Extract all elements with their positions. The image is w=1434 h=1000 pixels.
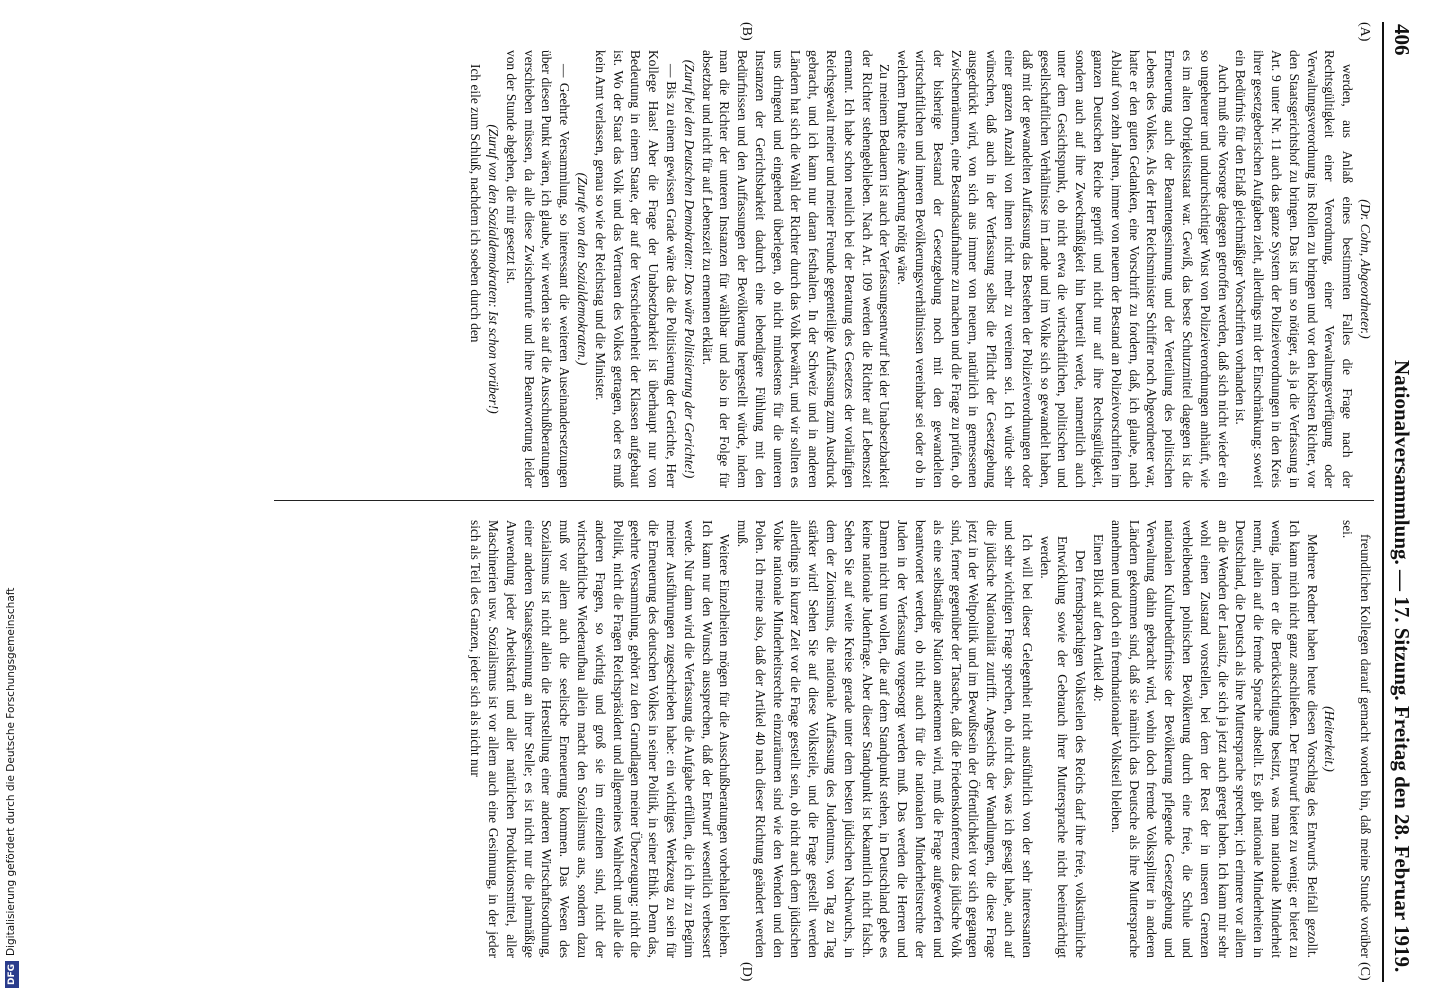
footer-text: Digitalisierung gefördert durch die Deutsche Forschungsgemeinschaft bbox=[5, 587, 17, 956]
margin-marker-d: (D) bbox=[739, 962, 754, 982]
interjection: (Zuruf von den Sozialdemokraten: Ist schon vorüber!) bbox=[485, 124, 501, 414]
paragraph: — Geehrte Versammlung, so interessant die weiteren Auseinandersetzungen über diesen Punkt wären, ich glaube, wir werden sie auf die Ausschußberatungen verschieben müssen, da alle diese Zwischenrufe und ihre Beantwortung leider von der Stunde abgehen, die mir gesetzt ist. bbox=[503, 50, 573, 488]
paragraph: Ich eile zum Schluß, nachdem ich soeben durch den bbox=[468, 64, 484, 343]
header-rule bbox=[1382, 22, 1384, 982]
interjection: (Zurufe von den Sozialdemokraten.) bbox=[574, 172, 590, 366]
paragraph: Zu meinem Bedauern ist auch der Verfassungsentwurf bei der Unabsetzbarkeit der Richter stehengeblieben. Nach Art. 109 werden die Richter auf Lebenszeit ernannt. Ich habe schon neulich bei der Beratung des Gesetzes der vorläufigen Reichsgewalt meiner und meiner Freunde gegenteilige Auffassung zum Ausdruck gebracht, und ich kann nur daran festhalten. In der Schweiz und in anderen Ländern hat sich die Wahl der Richter durch das Volk bewährt, und wir sollten es uns dringend und eingehend überlegen, ob nicht mindestens für die unteren Instanzen der Gerichtsbarkeit dadurch eine lebendigere Fühlung mit den Bedürfnissen und den Auffassungen der Bevölkerung hergestellt würde, indem man die Richter der unteren Instanzen für wählbar und also in der Folge für absetzbar und nicht für auf Lebenszeit zu ernennen erklärt. bbox=[699, 50, 893, 488]
running-title: Nationalversammlung. — 17. Sitzung. Freitag den 28. Februar 1919. bbox=[1390, 360, 1414, 973]
margin-marker-b: (B) bbox=[739, 22, 754, 41]
quoted-article: Den fremdsprachigen Volksteilen des Reichs darf ihre freie, volkstümliche Entwicklung sowie der Gebrauch ihrer Muttersprache nicht beeinträchtigt werden. bbox=[1037, 536, 1089, 958]
speaker-line: (Dr. Cohn, Abgeordneter.) bbox=[1358, 199, 1373, 339]
left-text-column bbox=[274, 50, 1374, 488]
interjection: (Heiterkeit.) bbox=[1322, 706, 1338, 772]
paragraph: Mehrere Redner haben heute diesen Vorschlag des Entwurfs Beifall gezollt. Ich kann mich nicht ganz anschließen. Der Entwurf bietet zu wenig; er bietet zu wenig, indem er die Berücksichtigung besitzt, was man nationale Minderheit nennt, allein auf die fremde Sprache abstellt. Es gibt nationale Minderheiten in Deutschland, die Deutsch als ihre Muttersprache sprechen; ich erinnere vor allem an die Wenden der Lausitz, die sich ja jetzt auch geregt haben. Ich kann mir sehr wohl einen Zustand vorstellen, bei dem der Rest der in unseren Grenzen verbleibenden polnischen Bevölkerung durch eine freie, die Schule und nationalen Kulturbedürfnisse der Bevölkerung pflegende Gesetzgebung und Verwaltung dahin gebracht wird, wohin doch fremde Volkssplitter in anderen Ländern gekommen sind, daß sie nämlich das Deutsche als ihre Muttersprache annehmen und doch ein fremdnationaler Volksteil bleiben. bbox=[1108, 520, 1320, 958]
paragraph: Ich will bei dieser Gelegenheit nicht ausführlich von der sehr interessanten und sehr wichtigen Frage sprechen, ob nicht das, was ich gesagt habe, auch auf die jüdische Nationalität zutrifft. Angesichts der Wandlungen, die diese Frage jetzt in der Weltpolitik und im Bewußtsein der Öffentlichkeit vor sich gegangen sind, ferner gegenüber der Tatsache, daß die Friedenskonferenz das jüdische Volk als eine selbständige Nation anerkennen wird, muß die Frage aufgeworfen und beantwortet werden, ob nicht auch für die nationalen Minderheitsrechte der Juden in der Verfassung vorgesorgt werden muß. Das werden die Herren und Damen nicht tun wollen, die auf dem Standpunkt stehen, in Deutschland gebe es keine nationale Judenfrage. Aber dieser Standpunkt ist bekanntlich nicht falsch. Sehen Sie auf weite Kreise gerade unter dem besten jüdischen Nachwuchs, in dem der Zionismus, die nationale Auffassung des Judentums, von Tag zu Tag stärker wird! Sehen Sie auf diese Volksteile, und die Frage gestellt werden allerdings in kurzer Zeit vor die Frage gestellt sein, ob nicht auch dem jüdischen Volke nationale Minderheitsrechte einzuräumen sind wie den Wenden und den Polen. Ich meine also, daß der Artikel 40 nach dieser Richtung geändert werden muß. bbox=[735, 520, 1035, 958]
dfg-footer bbox=[2, 0, 20, 1000]
page-number: 406 bbox=[1390, 24, 1414, 56]
column-divider bbox=[274, 500, 1374, 501]
paragraph: — Bis zu einem gewissen Grade wäre das die Politisierung der Gerichte, Herr Kollege Haas! Aber die Frage der Unabsetzbarkeit ist überhaupt nur von Bedeutung in einem Staate, der auf der Verschiedenheit der Klassen aufgebaut ist. Wo der Staat das Volk und das Vertrauen des Volkes getragen, oder es muß kein Amt verlassen, genau so wie der Reichstag und die Minister. bbox=[592, 50, 679, 488]
paragraph: freundlichen Kollegen darauf gemacht worden bin, daß meine Stunde vorüber sei. bbox=[1340, 520, 1373, 958]
interjection: (Zuruf bei den Deutschen Demokraten: Das wäre Politisierung der Gerichte!) bbox=[681, 59, 697, 479]
paragraph: Weitere Einzelheiten mögen für die Ausschußberatungen vorbehalten bleiben. Ich kann nur den Wunsch aussprechen, daß der Entwurf wesentlich verbessert werde. Nur dann wird die Verfassung die Aufgabe erfüllen, die ich ihr zu Beginn meiner Ausführungen zugeschrieben habe: ein wichtiges Werkzeug zu sein für die Erneuerung des deutschen Volkes in seiner Politik, in seiner Ethik. Denn das, geehrte Versammlung, gehört zu den Grundlagen meiner Überzeugung: nicht die Politik, nicht die Fragen Reichspräsident und allgemeines Wahlrecht und alle die anderen Fragen, so wichtig und groß sie im einzelnen sind, nicht der wirtschaftliche Wiederaufbau allein macht den Sozialismus aus, sondern dazu muß vor allem auch die seelische Erneuerung kommen. Das Wesen des Sozialismus ist nicht allein die Herstellung einer anderen Wirtschaftsordnung, einer anderen Staatsgesinnung an ihrer Stelle; es ist nicht nur die planmäßige Anwendung jeder Arbeitskraft und aller natürlichen Produktionsmittel, aller Maschinerien usw. Sozialismus ist vor allem auch eine Gesinnung, in der jeder sich als Teil des Ganzen, jeder sich als nicht nur bbox=[468, 520, 733, 958]
paragraph: Einen Blick auf den Artikel 40: bbox=[1091, 534, 1107, 702]
dfg-logo: DFG bbox=[5, 961, 19, 988]
paragraph: Auch muß eine Vorsorge dagegen getroffen werden, daß sich nicht wieder ein so ungeheurer und undurchsichtiger Wust von Polizeiverordnungen anhäuft, wie es im alten Obrigkeitsstaat war. Gewiß, das beste Schutzmittel dagegen ist die Erneuerung auch der Beamtengesinnung und der Verteilung des politischen Lebens des Volkes. Als der Herr Reichsminister Schiffer noch Abgeordneter war, hatte er den guten Gedanken, eine Vorschrift zu fordern, daß, ich glaube, nach Ablauf von zehn Jahren, immer von neuem der Bestand an Polizeivorschriften im ganzen Deutschen Reiche geprüft und nicht nur auf ihre Rechtsgültigkeit, sondern auch auf ihre Zweckmäßigkeit hin beurteilt werde, namentlich auch unter dem Gesichtspunkt, ob nicht etwa die wirtschaftlichen, politischen und gesellschaftlichen Verhältnisse im Lande und im Volke sich so gewandelt haben, daß mit der gewandelten Auffassung das Bestehen der Polizeiverordnungen oder einer ganzen Anzahl von ihnen nicht mehr zu vereinen sei. Ich würde sehr wünschen, daß auch in der Verfassung selbst die Pflicht der Gesetzgebung ausgedrückt wird, von sich aus immer von neuem, natürlich in gemessenen Zwischenräumen, eine Bestandsaufnahme zu machen und die Frage zu prüfen, ob der bisherige Bestand der Gesetzgebung noch mit den gewandelten wirtschaftlichen und inneren Bevölkerungsverhältnissen vereinbar sei oder ob in welchem Punkte eine Änderung nötig wäre. bbox=[895, 50, 1231, 488]
page-header bbox=[1380, 0, 1414, 1000]
margin-marker-c: (C) bbox=[1357, 962, 1372, 981]
margin-marker-a: (A) bbox=[1357, 22, 1372, 42]
paragraph: werden, aus Anlaß eines bestimmten Falles die Frage nach der Rechtsgültigkeit einer Verordnung, einer Verwaltungsverfügung oder Verwaltungsverordnung ins Rollen zu bringen und vor den höchsten Richter, vor den Staatsgerichtshof zu bringen. Das ist um so nötiger, als ja die Verfassung in Art. 9 unter Nr. 11 auch das ganze System der Polizeiverordnungen in den Kreis ihrer gesetzgeberischen Aufgaben zieht, allerdings mit der Einschränkung: soweit ein Bedürfnis für den Erlaß gleichmäßiger Vorschriften vorhanden ist. bbox=[1233, 50, 1356, 488]
right-text-column bbox=[274, 520, 1374, 958]
